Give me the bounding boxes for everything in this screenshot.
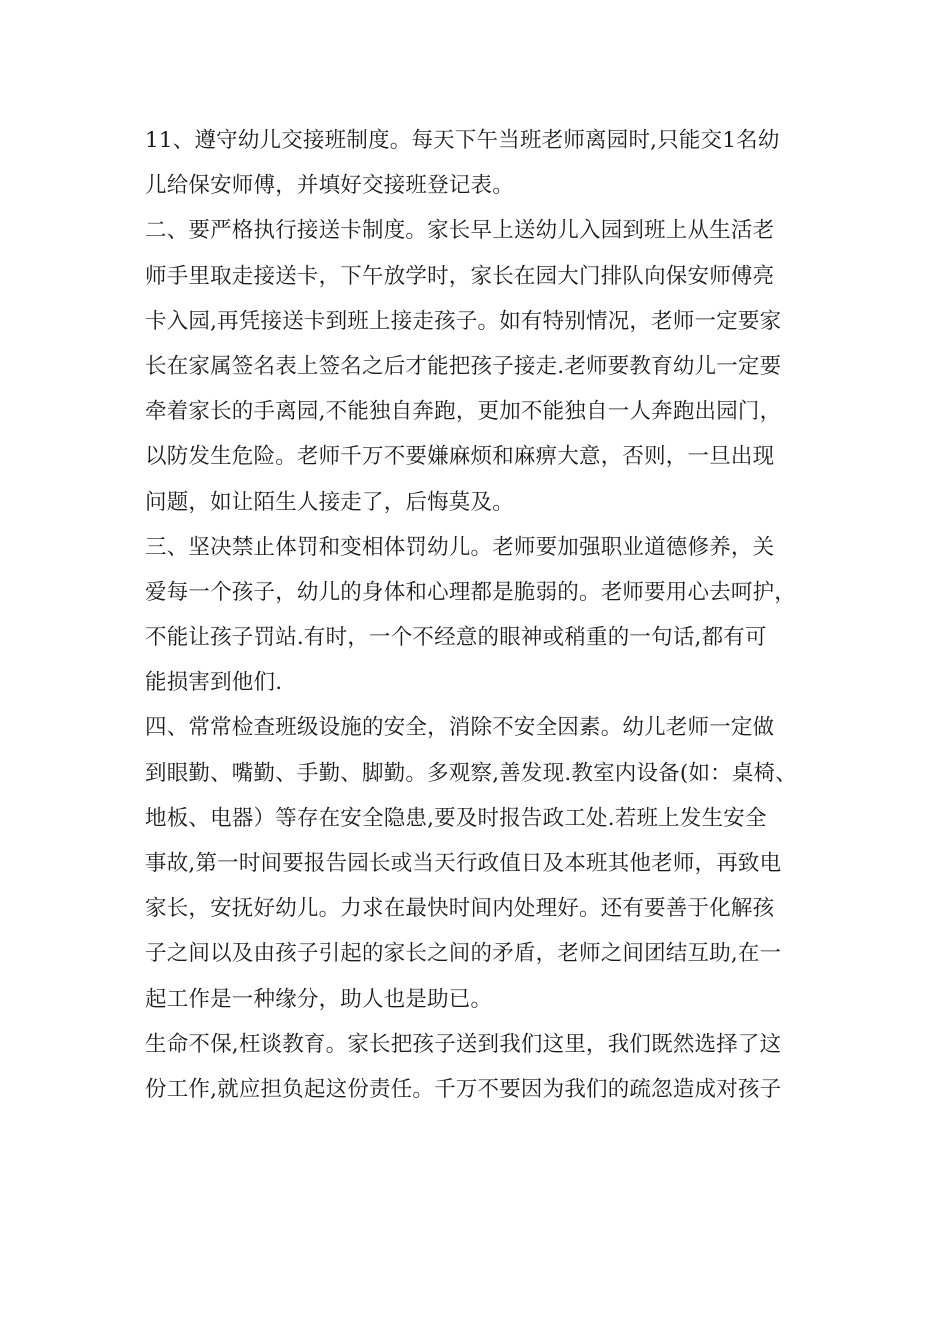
text-line: 份工作,就应担负起这份责任。千万不要因为我们的疏忽造成对孩子 xyxy=(145,1076,782,1102)
document-body xyxy=(145,118,815,1112)
text-line: 师手里取走接送卡，下午放学时，家长在园大门排队向保安师傅亮 xyxy=(145,263,775,289)
text-line: 牵着家长的手离园,不能独自奔跑，更加不能独自一人奔跑出园门， xyxy=(145,399,782,425)
text-line: 二、要严格执行接送卡制度。家长早上送幼儿入园到班上从生活老 xyxy=(145,218,775,244)
text-line: 长在家属签名表上签名之后才能把孩子接走.老师要教育幼儿一定要 xyxy=(145,353,782,379)
text-line: 卡入园,再凭接送卡到班上接走孩子。如有特别情况，老师一定要家 xyxy=(145,308,782,334)
text-line: 地板、电器）等存在安全隐患,要及时报告政工处.若班上发生安全 xyxy=(145,805,767,831)
text-line: 爱每一个孩子，幼儿的身体和心理都是脆弱的。老师要用心去呵护， xyxy=(145,579,797,605)
text-line: 儿给保安师傅，并填好交接班登记表。 xyxy=(145,173,514,199)
text-line: 生命不保,枉谈教育。家长把孩子送到我们这里，我们既然选择了这 xyxy=(145,1031,782,1057)
text-line: 11、遵守幼儿交接班制度。每天下午当班老师离园时,只能交1名幼 xyxy=(145,128,780,153)
text-line: 事故,第一时间要报告园长或当天行政值日及本班其他老师，再致电 xyxy=(145,851,782,876)
text-line: 到眼勤、嘴勤、手勤、脚勤。多观察,善发现.教室内设备(如：桌椅、 xyxy=(145,760,797,786)
text-line: 起工作是一种缘分，助人也是助已。 xyxy=(145,986,493,1012)
text-line: 四、常常检查班级设施的安全，消除不安全因素。幼儿老师一定做 xyxy=(145,715,775,741)
text-line: 不能让孩子罚站.有时，一个不经意的眼神或稍重的一句话,都有可 xyxy=(145,625,767,651)
text-line: 以防发生危险。老师千万不要嫌麻烦和麻痹大意，否则，一旦出现 xyxy=(145,444,775,470)
text-line: 子之间以及由孩子引起的家长之间的矛盾，老师之间团结互助,在一 xyxy=(145,941,782,967)
text-line: 三、坚决禁止体罚和变相体罚幼儿。老师要加强职业道德修养，关 xyxy=(145,534,775,560)
text-line: 问题，如让陌生人接走了，后悔莫及。 xyxy=(145,489,514,515)
text-line: 家长，安抚好幼儿。力求在最快时间内处理好。还有要善于化解孩 xyxy=(145,896,775,922)
text-line: 能损害到他们. xyxy=(145,670,283,696)
